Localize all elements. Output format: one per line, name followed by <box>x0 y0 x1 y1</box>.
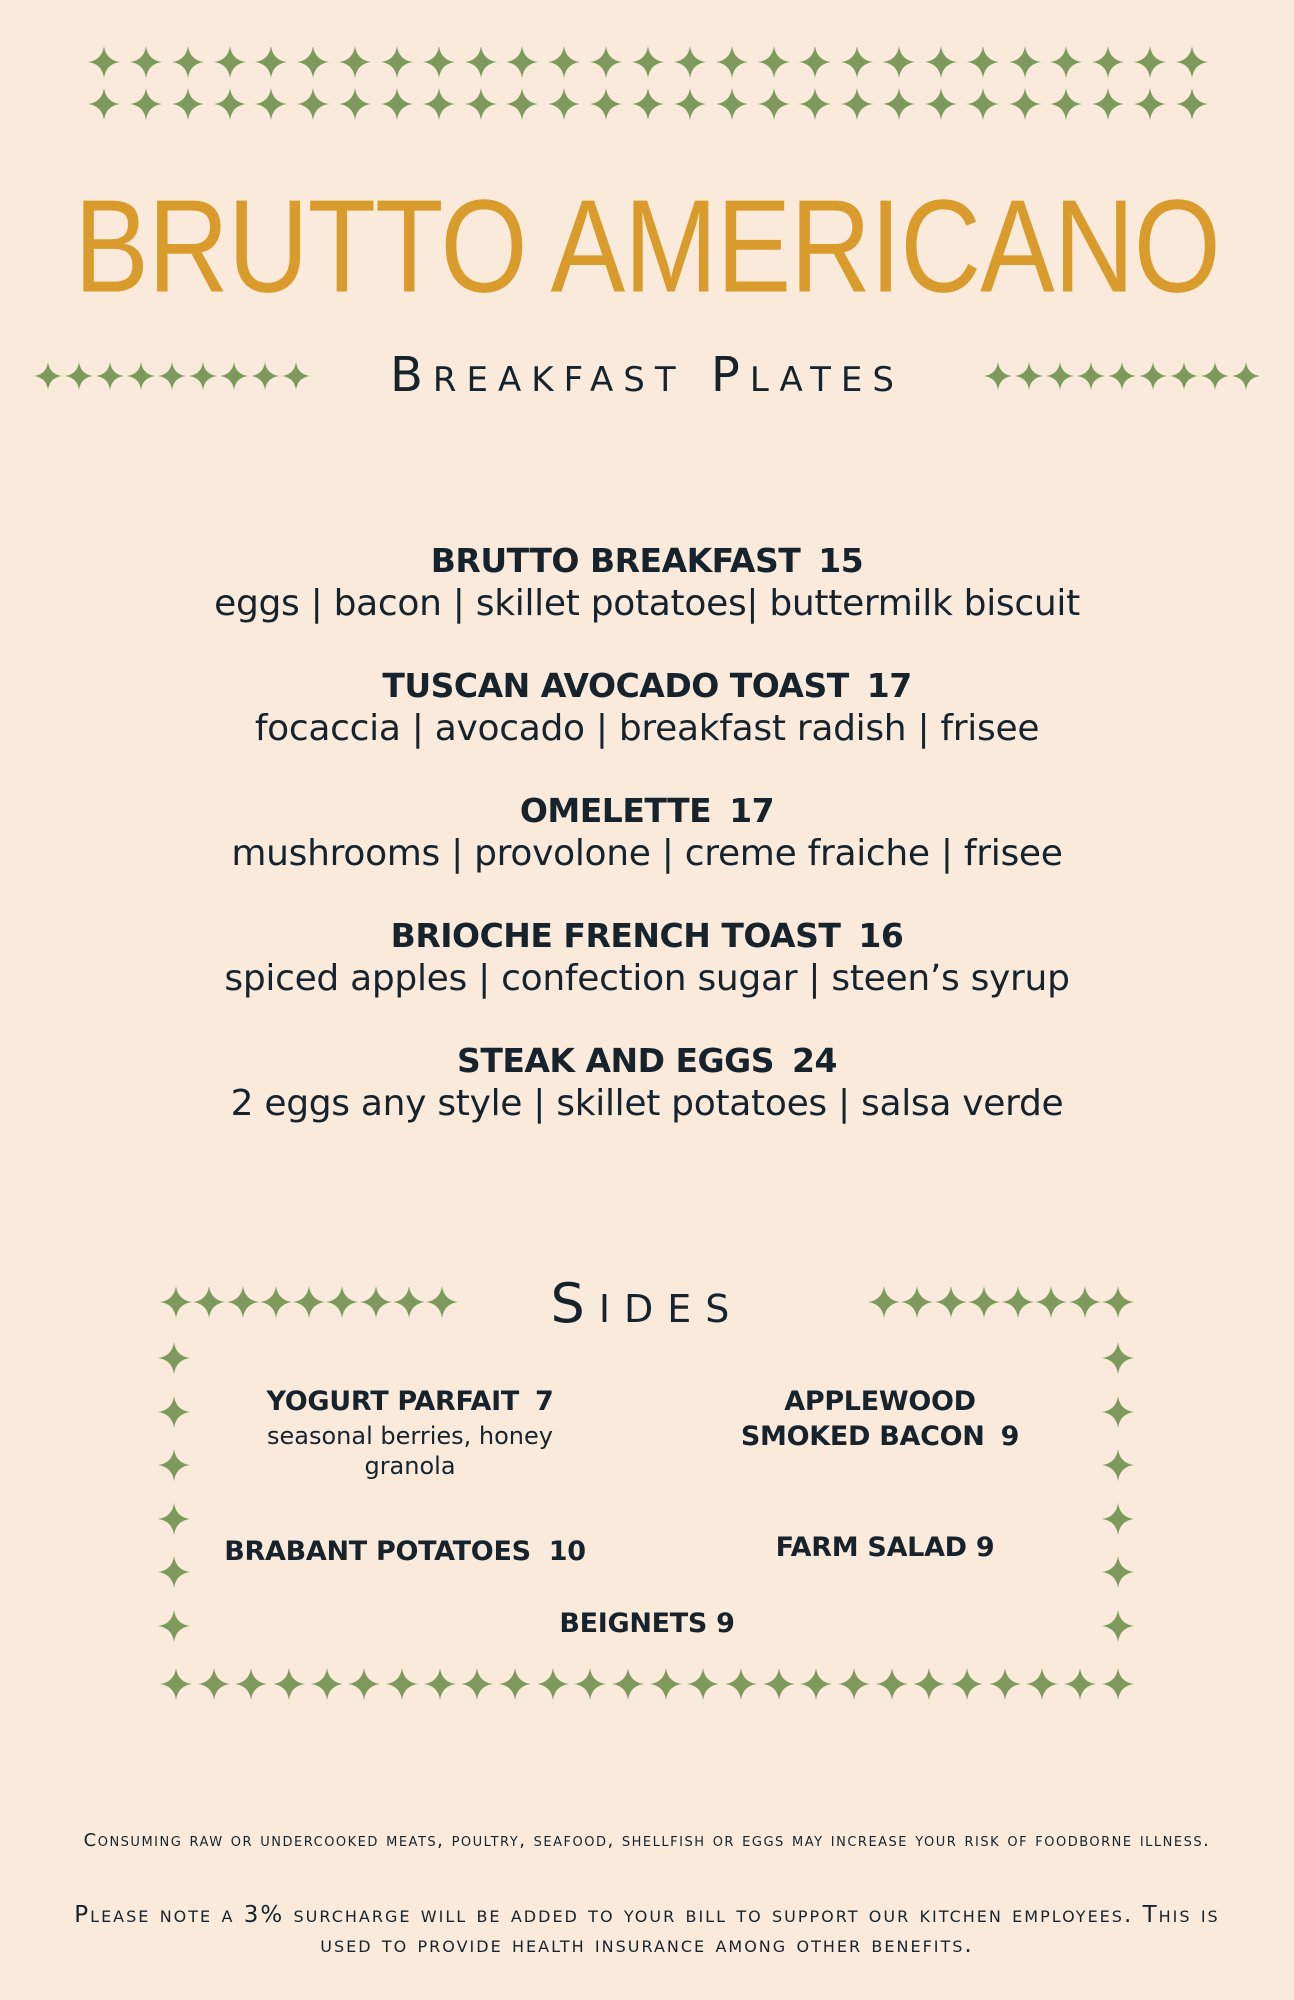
four-point-star-icon <box>465 46 497 78</box>
four-point-star-icon <box>297 46 329 78</box>
item-name: TUSCAN AVOCADO TOAST <box>382 666 849 705</box>
item-description: focaccia | avocado | breakfast radish | frisee <box>254 708 1040 749</box>
four-point-star-icon <box>506 46 538 78</box>
four-point-star-icon <box>423 46 455 78</box>
four-point-star-icon <box>967 88 999 120</box>
side-price: 10 <box>548 1536 586 1567</box>
four-point-star-icon <box>1102 1449 1134 1481</box>
four-point-star-icon <box>984 362 1012 390</box>
four-point-star-icon <box>1102 1396 1134 1428</box>
four-point-star-icon <box>158 1556 190 1588</box>
four-point-star-icon <box>548 88 580 120</box>
four-point-star-icon <box>255 46 287 78</box>
four-point-star-icon <box>424 1668 456 1700</box>
four-point-star-icon <box>632 46 664 78</box>
four-point-star-icon <box>612 1668 644 1700</box>
four-point-star-icon <box>172 88 204 120</box>
item-price: 24 <box>792 1041 837 1080</box>
section-title-breakfast: Breakfast Plates <box>389 347 904 403</box>
subtitle-ornament-right <box>984 362 1260 390</box>
four-point-star-icon <box>838 1668 870 1700</box>
section-title-sides: Sides <box>550 1272 744 1335</box>
item-name: STEAK AND EGGS <box>457 1041 774 1080</box>
four-point-star-icon <box>339 46 371 78</box>
four-point-star-icon <box>1232 362 1260 390</box>
four-point-star-icon <box>1064 1668 1096 1700</box>
four-point-star-icon <box>158 1610 190 1642</box>
side-item <box>740 1530 1030 1565</box>
four-point-star-icon <box>758 46 790 78</box>
four-point-star-icon <box>386 1668 418 1700</box>
four-point-star-icon <box>913 1668 945 1700</box>
sides-ornament-top-right <box>868 1286 1134 1318</box>
four-point-star-icon <box>1050 46 1082 78</box>
item-name: BRUTTO BREAKFAST <box>430 541 801 580</box>
four-point-star-icon <box>1077 362 1105 390</box>
four-point-star-icon <box>925 88 957 120</box>
side-price: 7 <box>535 1386 554 1417</box>
four-point-star-icon <box>158 1449 190 1481</box>
four-point-star-icon <box>465 88 497 120</box>
four-point-star-icon <box>841 46 873 78</box>
four-point-star-icon <box>1102 1610 1134 1642</box>
four-point-star-icon <box>1201 362 1229 390</box>
four-point-star-icon <box>1102 1286 1134 1318</box>
four-point-star-icon <box>1046 362 1074 390</box>
side-item <box>740 1384 1020 1454</box>
four-point-star-icon <box>901 1286 933 1318</box>
four-point-star-icon <box>590 46 622 78</box>
four-point-star-icon <box>506 88 538 120</box>
four-point-star-icon <box>1069 1286 1101 1318</box>
four-point-star-icon <box>130 88 162 120</box>
four-point-star-icon <box>716 88 748 120</box>
four-point-star-icon <box>1026 1668 1058 1700</box>
four-point-star-icon <box>1102 1556 1134 1588</box>
four-point-star-icon <box>1092 46 1124 78</box>
four-point-star-icon <box>348 1668 380 1700</box>
four-point-star-icon <box>883 46 915 78</box>
four-point-star-icon <box>381 46 413 78</box>
four-point-star-icon <box>1176 46 1208 78</box>
four-point-star-icon <box>574 1668 606 1700</box>
four-point-star-icon <box>650 1668 682 1700</box>
four-point-star-icon <box>841 88 873 120</box>
four-point-star-icon <box>160 1668 192 1700</box>
item-price: 17 <box>866 666 912 705</box>
item-description: spiced apples | confection sugar | steen’s syrup <box>224 958 1070 999</box>
four-point-star-icon <box>1102 1342 1134 1374</box>
item-name: OMELETTE <box>519 791 712 830</box>
four-point-star-icon <box>130 46 162 78</box>
four-point-star-icon <box>1092 88 1124 120</box>
raw-food-warning: Consuming raw or undercooked meats, poultry, seafood, shellfish or eggs may increase your risk of foodborne illness. <box>83 1830 1211 1851</box>
four-point-star-icon <box>925 46 957 78</box>
item-description: mushrooms | provolone | creme fraiche | frisee <box>231 833 1063 874</box>
four-point-star-icon <box>499 1668 531 1700</box>
top-ornament-row-1 <box>88 46 1208 78</box>
four-point-star-icon <box>1015 362 1043 390</box>
top-ornament-row-2 <box>88 88 1208 120</box>
four-point-star-icon <box>968 1286 1000 1318</box>
four-point-star-icon <box>297 88 329 120</box>
four-point-star-icon <box>632 88 664 120</box>
side-item <box>220 1384 600 1481</box>
four-point-star-icon <box>674 88 706 120</box>
sides-ornament-bottom <box>160 1668 1134 1700</box>
side-name: FARM SALAD 9 <box>775 1532 995 1563</box>
four-point-star-icon <box>799 46 831 78</box>
four-point-star-icon <box>537 1668 569 1700</box>
four-point-star-icon <box>1108 362 1136 390</box>
four-point-star-icon <box>590 88 622 120</box>
side-item <box>447 1606 847 1641</box>
side-description: seasonal berries, honey granola <box>267 1422 553 1480</box>
four-point-star-icon <box>214 88 246 120</box>
surcharge-note: Please note a 3% surcharge will be added to your bill to support our kitchen employees. This is used to provide health insurance among other benefits. <box>74 1902 1220 1958</box>
item-description: 2 eggs any style | skillet potatoes | salsa verde <box>230 1083 1064 1124</box>
four-point-star-icon <box>758 88 790 120</box>
four-point-star-icon <box>967 46 999 78</box>
four-point-star-icon <box>1176 88 1208 120</box>
four-point-star-icon <box>1134 46 1166 78</box>
four-point-star-icon <box>687 1668 719 1700</box>
four-point-star-icon <box>674 46 706 78</box>
four-point-star-icon <box>799 88 831 120</box>
four-point-star-icon <box>214 46 246 78</box>
item-price: 15 <box>818 541 864 580</box>
four-point-star-icon <box>381 88 413 120</box>
menu-item <box>0 1040 1294 1126</box>
four-point-star-icon <box>198 1668 230 1700</box>
four-point-star-icon <box>989 1668 1021 1700</box>
four-point-star-icon <box>951 1668 983 1700</box>
four-point-star-icon <box>88 88 120 120</box>
four-point-star-icon <box>423 88 455 120</box>
four-point-star-icon <box>800 1668 832 1700</box>
sides-ornament-right <box>1102 1342 1134 1642</box>
four-point-star-icon <box>868 1286 900 1318</box>
item-price: 17 <box>729 791 775 830</box>
side-name: BRABANT POTATOES <box>224 1536 531 1567</box>
four-point-star-icon <box>311 1668 343 1700</box>
menu-item <box>0 915 1294 1001</box>
item-name: BRIOCHE FRENCH TOAST <box>390 916 841 955</box>
four-point-star-icon <box>883 88 915 120</box>
item-price: 16 <box>858 916 904 955</box>
sides-ornament-left <box>158 1342 190 1642</box>
menu-item <box>0 665 1294 751</box>
four-point-star-icon <box>158 1342 190 1374</box>
menu-item <box>0 790 1294 876</box>
side-item <box>200 1534 610 1569</box>
four-point-star-icon <box>1009 46 1041 78</box>
four-point-star-icon <box>1102 1668 1134 1700</box>
four-point-star-icon <box>158 1396 190 1428</box>
four-point-star-icon <box>763 1668 795 1700</box>
restaurant-title: BRUTTO AMERICANO <box>74 172 1220 320</box>
four-point-star-icon <box>158 1503 190 1535</box>
four-point-star-icon <box>1139 362 1167 390</box>
four-point-star-icon <box>1170 362 1198 390</box>
four-point-star-icon <box>273 1668 305 1700</box>
four-point-star-icon <box>935 1286 967 1318</box>
four-point-star-icon <box>88 46 120 78</box>
side-name: BEIGNETS 9 <box>559 1608 735 1639</box>
four-point-star-icon <box>548 46 580 78</box>
item-description: eggs | bacon | skillet potatoes| buttermilk biscuit <box>214 583 1080 624</box>
four-point-star-icon <box>461 1668 493 1700</box>
four-point-star-icon <box>255 88 287 120</box>
four-point-star-icon <box>1002 1286 1034 1318</box>
menu-item <box>0 540 1294 626</box>
four-point-star-icon <box>339 88 371 120</box>
four-point-star-icon <box>1009 88 1041 120</box>
four-point-star-icon <box>172 46 204 78</box>
four-point-star-icon <box>235 1668 267 1700</box>
four-point-star-icon <box>1035 1286 1067 1318</box>
side-name: YOGURT PARFAIT <box>266 1386 520 1417</box>
four-point-star-icon <box>716 46 748 78</box>
side-price: 9 <box>1000 1421 1020 1452</box>
four-point-star-icon <box>1050 88 1082 120</box>
side-name: APPLEWOOD SMOKED BACON <box>740 1386 985 1452</box>
four-point-star-icon <box>1134 88 1166 120</box>
four-point-star-icon <box>876 1668 908 1700</box>
four-point-star-icon <box>1102 1503 1134 1535</box>
four-point-star-icon <box>725 1668 757 1700</box>
